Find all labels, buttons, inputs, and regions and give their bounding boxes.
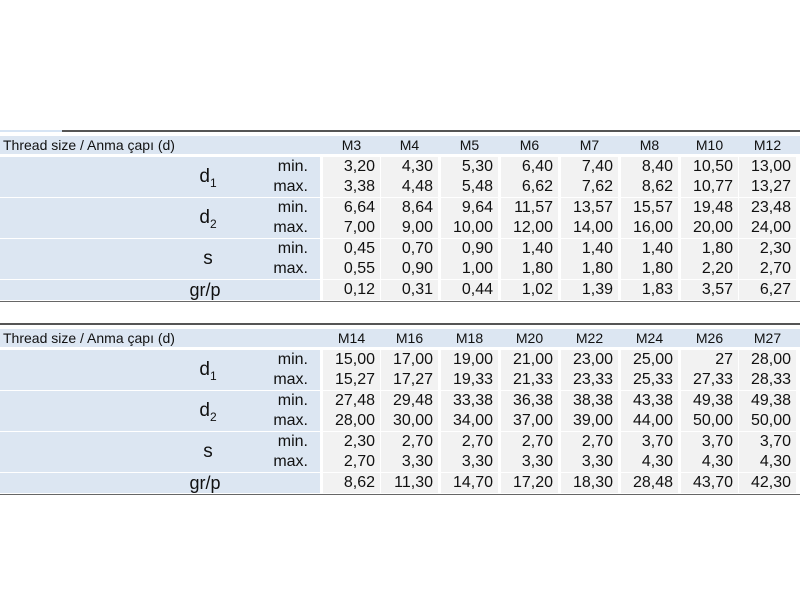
size-header-cell: M8 [621,136,678,154]
symbol-subscript: 1 [209,369,217,383]
value-cell: 6,62 [521,178,553,195]
value-cell: 25,00 [632,351,673,368]
value-cell: 44,00 [632,412,673,429]
value-cell: 18,30 [572,474,613,491]
value-cell: 0,12 [343,281,375,298]
value-cell: 8,62 [641,178,673,195]
value-cell: 23,33 [572,371,613,388]
table-bottom-border [0,494,800,495]
value-cell: 39,00 [572,412,613,429]
value-cell: 20,00 [692,219,733,236]
min-label: min. [277,351,308,368]
value-cell: 15,57 [632,199,673,216]
table-row-d2-max [0,411,800,431]
grp-label: gr/p [189,280,221,300]
value-cell: 15,27 [334,371,375,388]
value-cell: 24,00 [750,219,791,236]
value-cell: 8,64 [401,199,433,216]
min-label: min. [277,158,308,175]
value-cell: 27,48 [334,392,375,409]
value-cell: 4,30 [759,453,791,470]
value-cell: 27,33 [692,371,733,388]
value-cell: 2,70 [401,433,433,450]
max-label: max. [273,260,308,277]
value-cell: 1,80 [641,260,673,277]
table-row-d1-min [0,350,800,370]
size-header-cell: M7 [561,136,618,154]
value-cell: 3,38 [343,178,375,195]
grp-label: gr/p [189,473,221,493]
value-cell: 1,80 [521,260,553,277]
value-cell: 34,00 [452,412,493,429]
value-cell: 1,83 [641,281,673,298]
size-header-cell: M10 [681,136,738,154]
value-cell: 2,70 [343,453,375,470]
value-cell: 2,70 [581,433,613,450]
value-cell: 0,31 [401,281,433,298]
value-cell: 36,38 [512,392,553,409]
value-cell: 49,38 [692,392,733,409]
value-cell: 3,30 [461,453,493,470]
value-cell: 17,27 [392,371,433,388]
value-cell: 13,27 [750,178,791,195]
symbol-letter: d [199,359,210,380]
value-cell: 0,90 [401,260,433,277]
value-cell: 17,20 [512,474,553,491]
value-cell: 4,30 [641,453,673,470]
table-row-d1-min [0,157,800,177]
value-cell: 2,20 [701,260,733,277]
value-cell: 0,90 [461,240,493,257]
value-cell: 28,33 [750,371,791,388]
table-top-border [0,323,800,325]
symbol-letter: d [199,166,210,187]
thread-size-label: Thread size / Anma çapı (d) [3,137,175,153]
symbol-subscript: 2 [209,217,217,231]
value-cell: 7,00 [343,219,375,236]
value-cell: 16,00 [632,219,673,236]
value-cell: 2,70 [759,260,791,277]
max-label: max. [273,371,308,388]
table-top-border [0,130,800,132]
size-header-cell: M14 [323,329,380,347]
value-cell: 5,30 [461,158,493,175]
value-cell: 0,55 [343,260,375,277]
value-cell: 33,38 [452,392,493,409]
value-cell: 5,48 [461,178,493,195]
table-row-grp [0,473,800,493]
value-cell: 21,00 [512,351,553,368]
value-cell: 21,33 [512,371,553,388]
value-cell: 4,30 [401,158,433,175]
value-cell: 14,00 [572,219,613,236]
value-cell: 15,00 [334,351,375,368]
size-header-cell: M12 [739,136,796,154]
value-cell: 42,30 [750,474,791,491]
value-cell: 1,40 [581,240,613,257]
value-cell: 8,62 [343,474,375,491]
value-cell: 10,50 [692,158,733,175]
value-cell: 43,38 [632,392,673,409]
table-row-s-min [0,239,800,259]
value-cell: 1,40 [641,240,673,257]
value-cell: 1,00 [461,260,493,277]
value-cell: 19,48 [692,199,733,216]
symbol-letter: d [199,400,210,421]
value-cell: 7,62 [581,178,613,195]
size-header-cell: M3 [323,136,380,154]
value-cell: 9,00 [401,219,433,236]
min-label: min. [277,240,308,257]
table-header-row [0,136,800,154]
table-row-s-min [0,432,800,452]
min-label: min. [277,199,308,216]
size-header-cell: M24 [621,329,678,347]
size-header-cell: M22 [561,329,618,347]
value-cell: 1,80 [701,240,733,257]
value-cell: 6,64 [343,199,375,216]
value-cell: 3,30 [521,453,553,470]
max-label: max. [273,453,308,470]
table-row-d2-max [0,218,800,238]
value-cell: 23,00 [572,351,613,368]
value-cell: 37,00 [512,412,553,429]
size-header-cell: M20 [501,329,558,347]
table-bottom-border [0,301,800,302]
value-cell: 9,64 [461,199,493,216]
value-cell: 50,00 [750,412,791,429]
value-cell: 19,33 [452,371,493,388]
value-cell: 11,57 [514,199,553,216]
value-cell: 1,39 [581,281,613,298]
table-row-s-max [0,259,800,279]
value-cell: 0,70 [401,240,433,257]
value-cell: 1,02 [521,281,553,298]
value-cell: 2,30 [343,433,375,450]
table-row-s-max [0,452,800,472]
table-header-row [0,329,800,347]
value-cell: 2,30 [759,240,791,257]
size-header-cell: M4 [381,136,438,154]
size-header-cell: M27 [739,329,796,347]
value-cell: 14,70 [452,474,493,491]
value-cell: 13,00 [750,158,791,175]
value-cell: 3,30 [401,453,433,470]
value-cell: 2,70 [521,433,553,450]
value-cell: 13,57 [572,199,613,216]
value-cell: 50,00 [692,412,733,429]
thread-size-label: Thread size / Anma çapı (d) [3,330,175,346]
value-cell: 3,20 [343,158,375,175]
table-row-d2-min [0,198,800,218]
value-cell: 8,40 [641,158,673,175]
value-cell: 17,00 [392,351,433,368]
value-cell: 2,70 [461,433,493,450]
value-cell: 27 [715,351,733,368]
size-header-cell: M6 [501,136,558,154]
table-row-d2-min [0,391,800,411]
value-cell: 23,48 [750,199,791,216]
value-cell: 3,30 [581,453,613,470]
min-label: min. [277,392,308,409]
value-cell: 4,48 [401,178,433,195]
value-cell: 10,00 [452,219,493,236]
value-cell: 0,44 [461,281,493,298]
value-cell: 12,00 [512,219,553,236]
symbol-letter: s [203,441,213,462]
value-cell: 3,70 [701,433,733,450]
symbol-letter: s [203,248,213,269]
header-accent-line [0,130,62,132]
size-header-cell: M26 [681,329,738,347]
value-cell: 7,40 [581,158,613,175]
value-cell: 1,40 [521,240,553,257]
value-cell: 43,70 [692,474,733,491]
value-cell: 3,70 [759,433,791,450]
value-cell: 1,80 [581,260,613,277]
table-row-d1-max [0,370,800,390]
value-cell: 38,38 [572,392,613,409]
value-cell: 19,00 [452,351,493,368]
value-cell: 28,00 [334,412,375,429]
symbol-subscript: 1 [209,176,217,190]
value-cell: 29,48 [392,392,433,409]
value-cell: 49,38 [750,392,791,409]
size-header-cell: M5 [441,136,498,154]
value-cell: 6,40 [521,158,553,175]
symbol-subscript: 2 [209,410,217,424]
value-cell: 0,45 [343,240,375,257]
value-cell: 3,57 [701,281,733,298]
value-cell: 3,70 [641,433,673,450]
value-cell: 30,00 [392,412,433,429]
value-cell: 6,27 [759,281,791,298]
size-header-cell: M16 [381,329,438,347]
min-label: min. [277,433,308,450]
table-row-d1-max [0,177,800,197]
value-cell: 11,30 [394,474,433,491]
symbol-letter: d [199,207,210,228]
value-cell: 28,00 [750,351,791,368]
max-label: max. [273,178,308,195]
table-row-grp [0,280,800,300]
value-cell: 4,30 [701,453,733,470]
value-cell: 25,33 [632,371,673,388]
max-label: max. [273,412,308,429]
value-cell: 10,77 [692,178,733,195]
size-header-cell: M18 [441,329,498,347]
value-cell: 28,48 [632,474,673,491]
max-label: max. [273,219,308,236]
